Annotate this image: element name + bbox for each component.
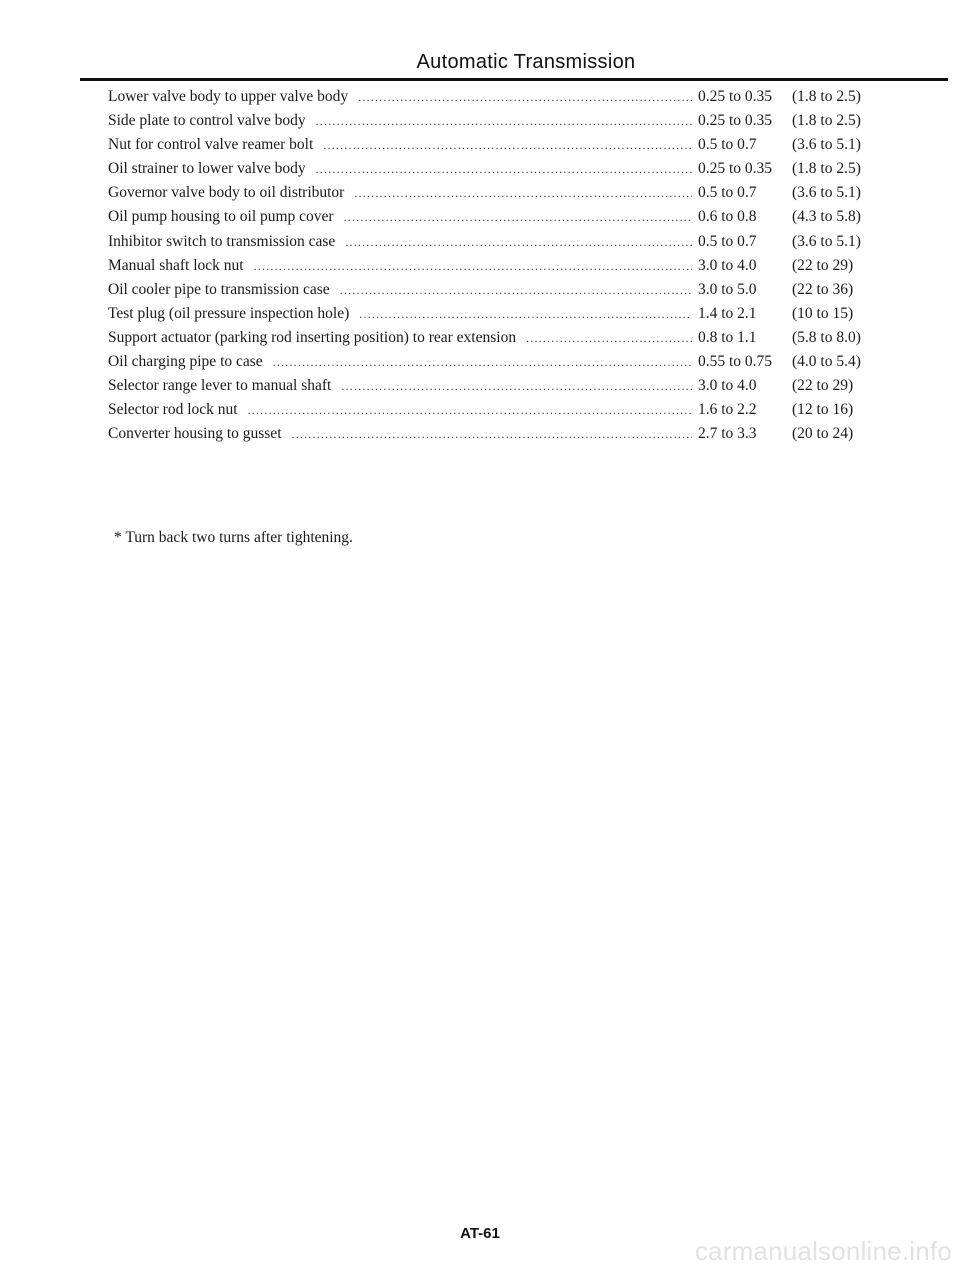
spec-row-value-alt: (20 to 24) [792, 425, 854, 443]
spec-row-value-alt: (3.6 to 5.1) [792, 136, 861, 154]
page-title: Automatic Transmission [416, 51, 636, 73]
spec-row-value: 2.7 to 3.3 [698, 425, 757, 443]
spec-row-label: Oil strainer to lower valve body [108, 160, 306, 178]
spec-row-value: 1.4 to 2.1 [698, 304, 757, 322]
spec-row-value: 3.0 to 5.0 [698, 280, 757, 298]
spec-row-label: Oil charging pipe to case [108, 353, 263, 371]
spec-row [108, 398, 868, 422]
spec-row-label: Oil cooler pipe to transmission case [108, 280, 330, 298]
spec-row-label: Lower valve body to upper valve body [108, 88, 349, 105]
dot-leader [273, 350, 692, 374]
spec-row-value-alt: (1.8 to 2.5) [792, 88, 861, 105]
spec-row-label: Selector range lever to manual shaft [108, 377, 332, 395]
spec-row-value-alt: (1.8 to 2.5) [792, 160, 861, 178]
spec-row-value-alt: (4.0 to 5.4) [792, 353, 861, 371]
dot-leader [359, 302, 692, 326]
dot-leader [292, 422, 693, 446]
spec-row-label: Manual shaft lock nut [108, 256, 244, 274]
dot-leader [316, 109, 692, 133]
spec-row-value: 0.5 to 0.7 [698, 184, 757, 202]
dot-leader [340, 278, 692, 302]
dot-leader [254, 254, 692, 278]
spec-row [108, 374, 868, 398]
torque-spec-list [108, 85, 868, 446]
dot-leader [345, 230, 692, 254]
spec-row-label: Nut for control valve reamer bolt [108, 136, 314, 154]
spec-row-value: 1.6 to 2.2 [698, 401, 757, 419]
dot-leader [323, 133, 692, 157]
dot-leader [344, 205, 692, 229]
dot-leader [341, 374, 692, 398]
spec-row-value: 0.8 to 1.1 [698, 328, 757, 346]
dot-leader [526, 326, 692, 350]
spec-row-label: Inhibitor switch to transmission case [108, 232, 336, 250]
watermark: carmanualsonline.info [694, 1236, 952, 1266]
spec-row [108, 254, 868, 278]
spec-row-label: Support actuator (parking rod inserting position) to rear extension [108, 328, 517, 346]
spec-row-value-alt: (12 to 16) [792, 401, 854, 419]
spec-row-value: 3.0 to 4.0 [698, 377, 757, 395]
spec-row [108, 133, 868, 157]
spec-row-label: Selector rod lock nut [108, 401, 238, 419]
dot-leader [358, 85, 692, 109]
spec-row [108, 302, 868, 326]
spec-row [108, 85, 868, 109]
spec-row-value: 3.0 to 4.0 [698, 256, 757, 274]
page-number: AT-61 [460, 1225, 500, 1242]
spec-row-value-alt: (3.6 to 5.1) [792, 232, 861, 250]
spec-row-value-alt: (3.6 to 5.1) [792, 184, 861, 202]
spec-row [108, 422, 868, 446]
dot-leader [248, 398, 692, 422]
dot-leader [316, 157, 692, 181]
spec-row-value-alt: (22 to 29) [792, 377, 854, 395]
spec-row [108, 278, 868, 302]
spec-row [108, 326, 868, 350]
footnote: * Turn back two turns after tightening. [114, 529, 353, 546]
spec-row-label: Converter housing to gusset [108, 425, 282, 443]
spec-row-value-alt: (1.8 to 2.5) [792, 112, 861, 130]
spec-row [108, 181, 868, 205]
spec-row [108, 205, 868, 229]
spec-row-label: Oil pump housing to oil pump cover [108, 208, 334, 226]
spec-row-value: 0.5 to 0.7 [698, 136, 757, 154]
spec-row-value-alt: (22 to 29) [792, 256, 854, 274]
spec-row-label: Test plug (oil pressure inspection hole) [108, 304, 350, 322]
spec-row-value: 0.55 to 0.75 [698, 353, 773, 371]
spec-row-label: Side plate to control valve body [108, 112, 306, 130]
spec-row-value-alt: (4.3 to 5.8) [792, 208, 861, 226]
spec-row-value: 0.25 to 0.35 [698, 88, 773, 105]
dot-leader [354, 181, 692, 205]
spec-row-value-alt: (22 to 36) [792, 280, 854, 298]
spec-row-value: 0.5 to 0.7 [698, 232, 757, 250]
spec-row-value-alt: (5.8 to 8.0) [792, 328, 861, 346]
page-header [80, 50, 948, 81]
spec-row [108, 230, 868, 254]
spec-row-label: Governor valve body to oil distributor [108, 184, 345, 202]
spec-row [108, 109, 868, 133]
spec-row-value: 0.6 to 0.8 [698, 208, 757, 226]
spec-row-value-alt: (10 to 15) [792, 304, 854, 322]
spec-row [108, 350, 868, 374]
spec-row-value: 0.25 to 0.35 [698, 112, 773, 130]
spec-row [108, 157, 868, 181]
spec-row-value: 0.25 to 0.35 [698, 160, 773, 178]
